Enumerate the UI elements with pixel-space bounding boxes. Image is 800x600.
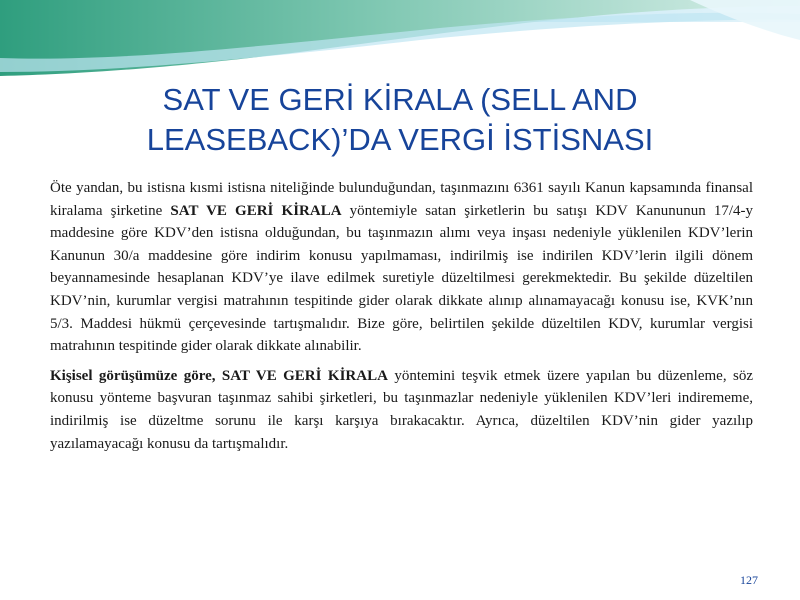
slide-title [60,80,740,160]
slide-title-line-1: SAT VE GERİ KİRALA (SELL AND [162,82,638,117]
slide-body [50,177,753,455]
paragraph-1 [50,177,753,358]
page-number: 127 [740,573,758,587]
slide-title-line-2: LEASEBACK)’DA VERGİ İSTİSNASI [146,122,654,157]
paragraph-1-bold: SAT VE GERİ KİRALA [170,202,342,219]
paragraph-2-bold: Kişisel görüşümüze göre, SAT VE GERİ KİRALA [50,367,388,384]
paragraph-1-text-a: Öte yandan, bu istisna kısmi istisna niteliğinde bulunduğundan, taşınmazını 6361 sayılı Kanun kapsamında finansal kiralama şirketine [50,180,753,219]
header-wave-decoration [0,0,800,80]
paragraph-2-text: yöntemini teşvik etmek üzere yapılan bu düzenleme, söz konusu yönteme başvuran taşınmaz sahibi şirketleri, bu taşınmazlar nedeniyle yüklenilen KDV’leri indirememe, indirilmiş ise düzeltme sorunu ile karşı karşıya bırakacaktır. Ayrıca, düzeltilen KDV’nin gider yazılıp yazılamayacağı konusu da tartışmalıdır. [50,367,753,452]
paragraph-2 [50,365,753,455]
paragraph-1-text-b: yöntemiyle satan şirketlerin bu satışı KDV Kanununun 17/4-y maddesine göre KDV’den istisna olduğundan, bu taşınmazın alımı veya inşası nedeniyle yüklenilen KDV’lerin Kanunun 30/a maddesine göre indirim konusu yapılmaması, indirilmiş ise indirilen KDV’lerin ilgili dönem beyannamesinde hesaplanan KDV’ye ilave edilmek suretiyle düzeltilmesi gerekmektedir. Bu şekilde düzeltilen KDV’nin, kurumlar vergisi matrahının tespitinde gider olarak dikkate alınıp alınamayacağı konusu ise, KVK’nın 5/3. Maddesi hükmü çerçevesinde tartışmalıdır. Bize göre, belirtilen şekilde düzeltilen KDV, kurumlar vergisi matrahının tespitinde gider olarak dikkate alınabilir. [50,202,753,355]
